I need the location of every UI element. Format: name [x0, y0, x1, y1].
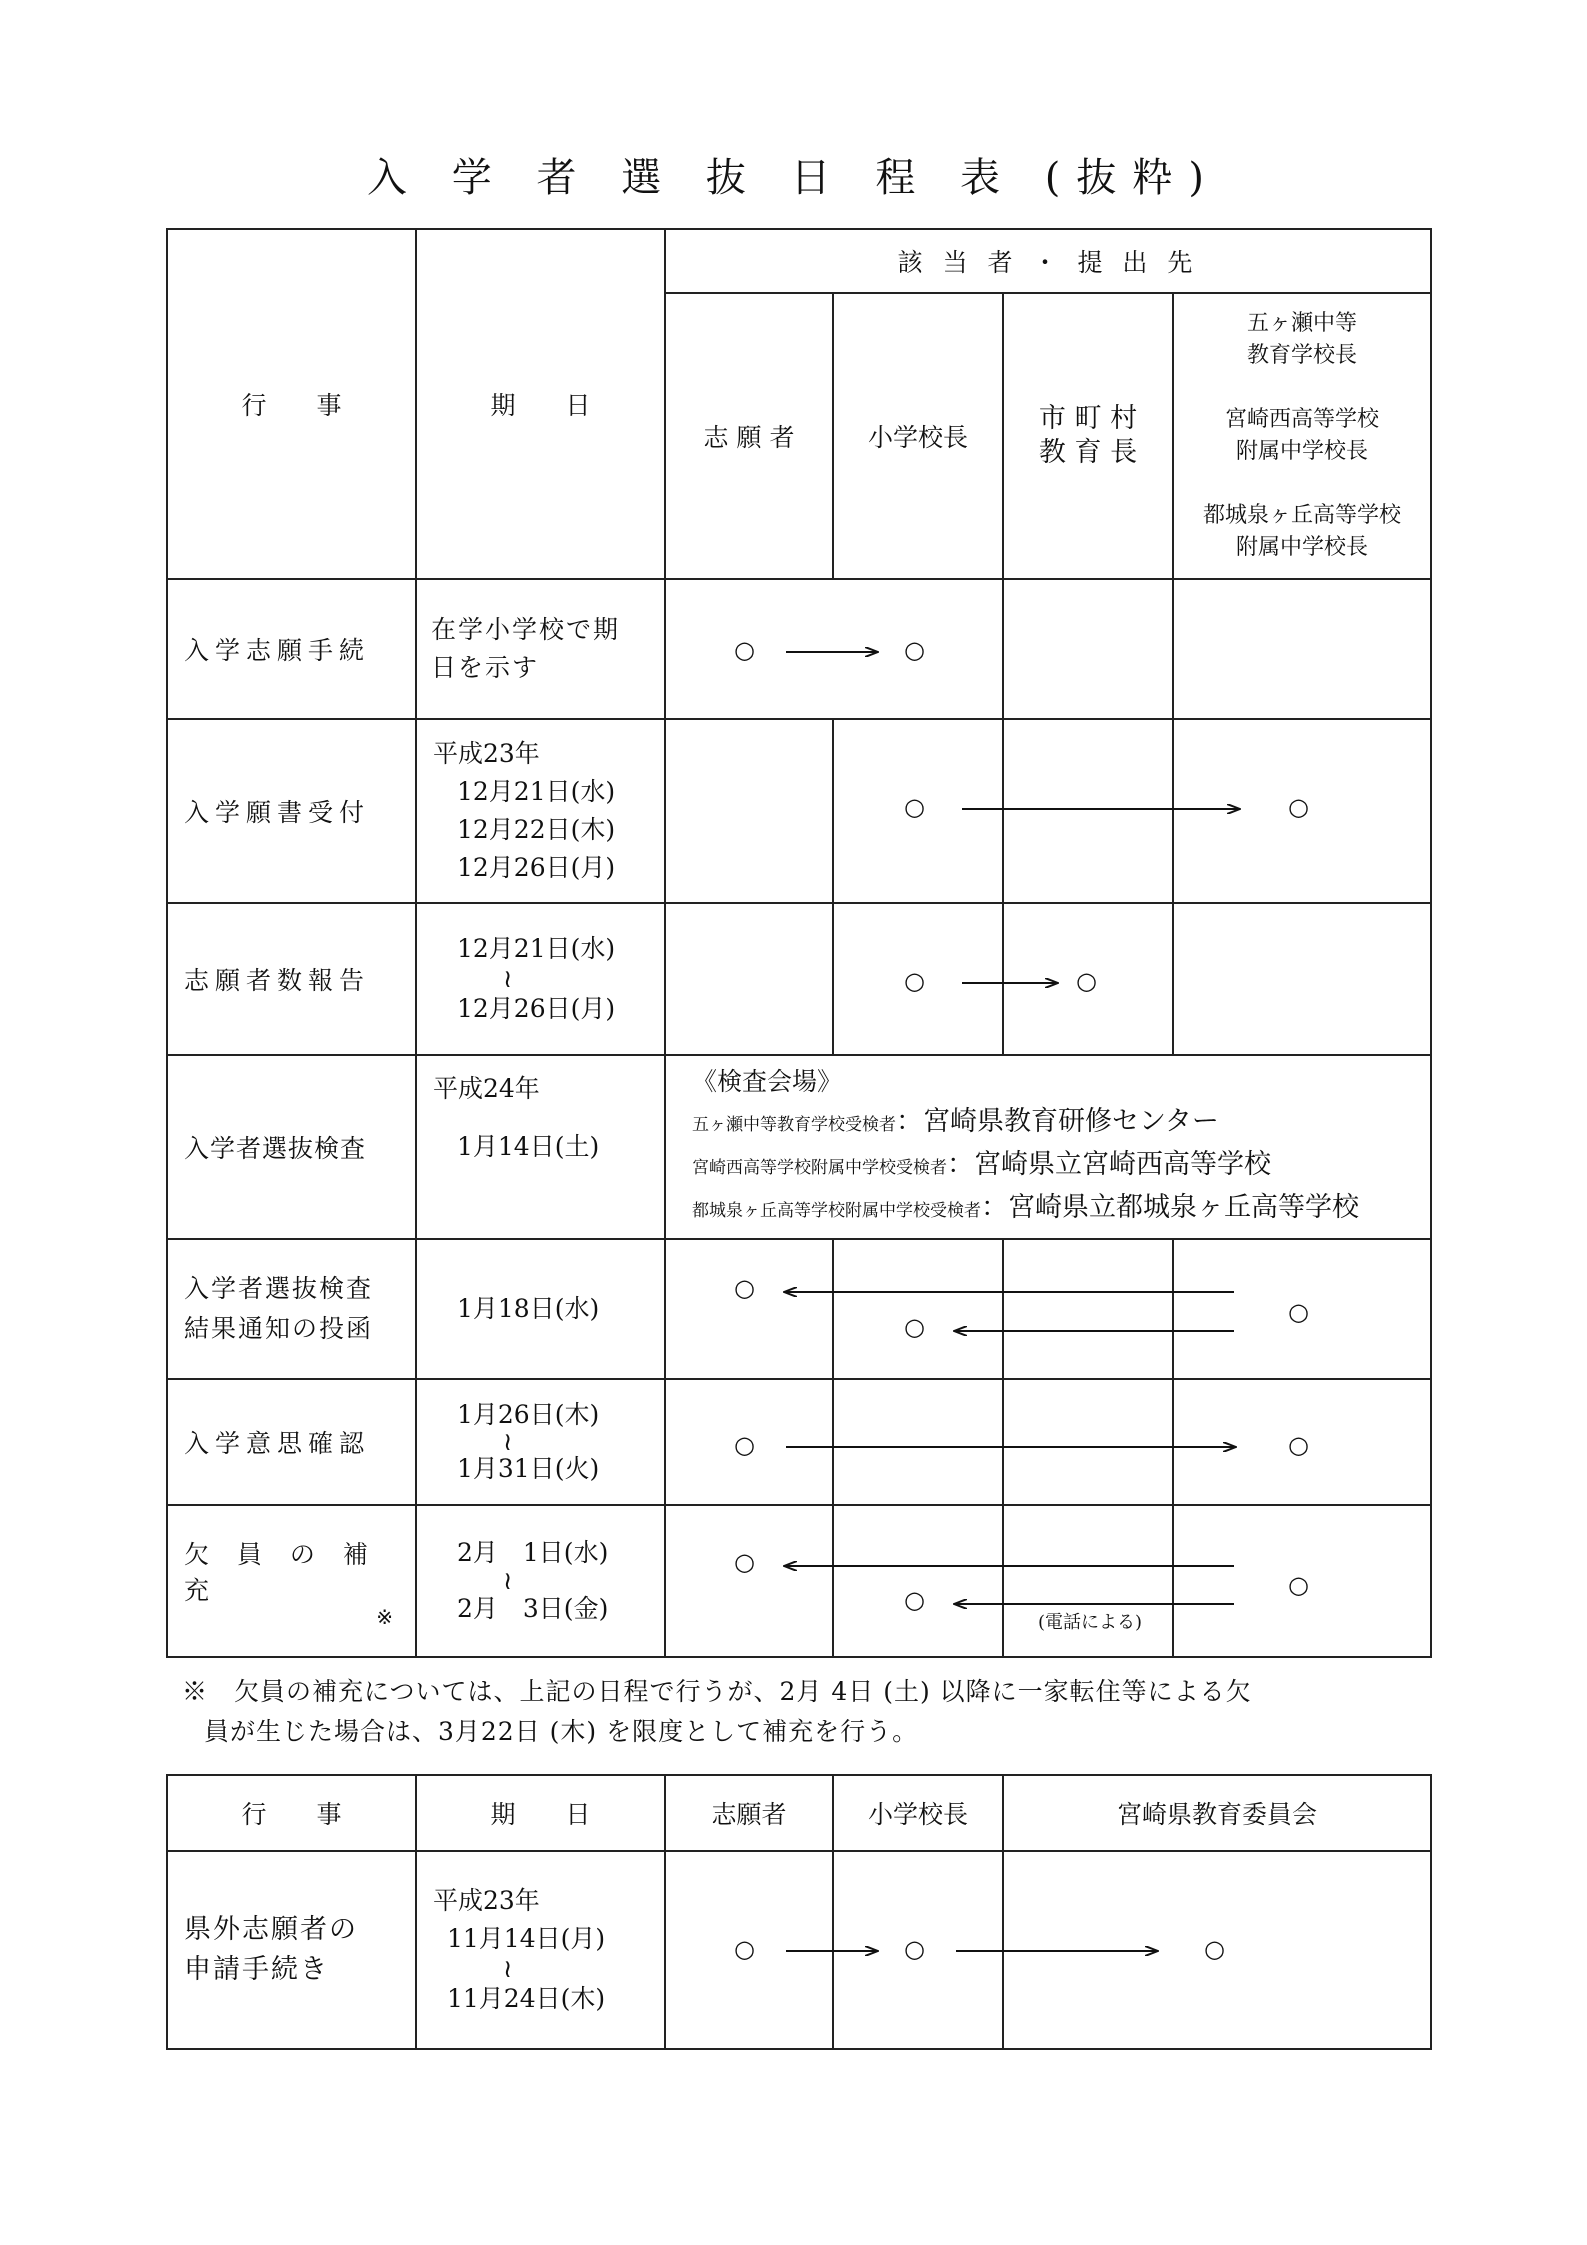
date-line: 1月26日(木)	[457, 1400, 600, 1429]
date-line: 在学小学校で期	[431, 615, 621, 644]
date-line: ≀	[503, 1427, 513, 1456]
header-date: 期 日	[416, 1775, 665, 1851]
date-line: 12月26日(月)	[457, 853, 616, 882]
venue-place: ：宮崎県立都城泉ヶ丘高等学校	[981, 1192, 1359, 1223]
footnote-line: ※ 欠員の補充については、上記の日程で行うが、2月 4日 (土) 以降に一家転住等による欠	[182, 1677, 1252, 1706]
circle-mark: ○	[1204, 1935, 1225, 1963]
date-line: 平成23年	[433, 739, 540, 768]
circle-mark: ○	[734, 1274, 755, 1302]
date-line: 11月24日(木)	[447, 1984, 606, 2013]
circle-mark: ○	[904, 967, 925, 995]
event-line: 入学者選抜検査	[184, 1274, 374, 1303]
date-line: ≀	[503, 1566, 513, 1595]
event-line: 県外志願者の	[184, 1914, 358, 1945]
circle-mark: ○	[1288, 1298, 1309, 1326]
circle-mark: ○	[904, 1313, 925, 1341]
event-cell: 入学者選抜検査	[167, 1055, 416, 1239]
event-line: 申請手続き	[184, 1954, 329, 1985]
date-line: 12月21日(水)	[457, 777, 616, 806]
header-event: 行 事	[167, 229, 416, 579]
phone-note: (電話による)	[1038, 1612, 1143, 1633]
header-schools-line: 宮崎西高等学校	[1224, 407, 1379, 432]
circle-mark: ○	[1288, 1571, 1309, 1599]
circle-mark: ○	[904, 1935, 925, 1963]
header-schools-line: 都城泉ヶ丘高等学校	[1202, 503, 1401, 528]
header-applicant: 志 願 者	[665, 293, 833, 579]
date-line: ≀	[503, 1954, 513, 1983]
circle-mark: ○	[1288, 793, 1309, 821]
event-mark: ※	[376, 1605, 399, 1629]
circle-mark: ○	[904, 636, 925, 664]
circle-mark: ○	[1076, 967, 1097, 995]
date-line: 1月31日(火)	[457, 1454, 600, 1483]
venue-place: ：宮崎県教育研修センター	[896, 1106, 1219, 1137]
header-principal: 小学校長	[833, 1775, 1003, 1851]
header-schools-line: 附属中学校長	[1235, 439, 1368, 464]
event-line: 結果通知の投函	[184, 1314, 374, 1343]
event-cell: 入学志願手続	[167, 579, 416, 719]
header-applicant: 志願者	[665, 1775, 833, 1851]
circle-mark: ○	[734, 636, 755, 664]
header-municipal-line2: 教 育 長	[1038, 437, 1138, 468]
header-principal: 小学校長	[833, 293, 1003, 579]
date-line: ≀	[503, 964, 513, 993]
header-schools-line: 五ヶ瀬中等	[1246, 311, 1357, 336]
header-municipal-line1: 市 町 村	[1038, 403, 1138, 434]
date-line: 12月22日(木)	[457, 815, 616, 844]
venue-applicant: 五ヶ瀬中等教育学校受検者	[692, 1115, 896, 1135]
header-event: 行 事	[167, 1775, 416, 1851]
circle-mark: ○	[734, 1431, 755, 1459]
date-line: 平成24年	[433, 1074, 540, 1103]
date-line: 平成23年	[433, 1886, 540, 1915]
date-line: 12月26日(月)	[457, 994, 616, 1023]
venue-place: ：宮崎県立宮崎西高等学校	[947, 1149, 1271, 1180]
header-date: 期 日	[416, 229, 665, 579]
circle-mark: ○	[734, 1935, 755, 1963]
date-line: 1月18日(水)	[457, 1294, 600, 1323]
event-cell: 入学意思確認	[167, 1379, 416, 1505]
date-line: 日を示す	[431, 653, 540, 682]
footnote-line: 員が生じた場合は、3月22日 (木) を限度として補充を行う。	[204, 1717, 919, 1746]
date-line: 2月 3日(金)	[457, 1594, 609, 1623]
circle-mark: ○	[904, 793, 925, 821]
circle-mark: ○	[904, 1586, 925, 1614]
circle-mark: ○	[734, 1548, 755, 1576]
page-title: 入 学 者 選 抜 日 程 表 (抜粋)	[367, 155, 1220, 201]
header-schools-line: 附属中学校長	[1235, 535, 1368, 560]
event-cell: 志願者数報告	[167, 903, 416, 1055]
date-line: 11月14日(月)	[447, 1924, 606, 1953]
date-line: 2月 1日(水)	[457, 1538, 609, 1567]
date-line: 12月21日(水)	[457, 934, 616, 963]
event-line: 欠 員 の 補 充	[184, 1540, 378, 1605]
date-line: 1月14日(土)	[457, 1132, 600, 1161]
header-schools-line: 教育学校長	[1246, 343, 1357, 368]
header-board: 宮崎県教育委員会	[1003, 1775, 1431, 1851]
venue-heading: 《検査会場》	[692, 1067, 843, 1096]
event-cell: 入学願書受付	[167, 719, 416, 903]
circle-mark: ○	[1288, 1431, 1309, 1459]
header-target-group: 該 当 者 ・ 提 出 先	[665, 229, 1431, 293]
venue-applicant: 宮崎西高等学校附属中学校受検者	[692, 1158, 947, 1178]
venue-applicant: 都城泉ヶ丘高等学校附属中学校受検者	[692, 1201, 981, 1221]
